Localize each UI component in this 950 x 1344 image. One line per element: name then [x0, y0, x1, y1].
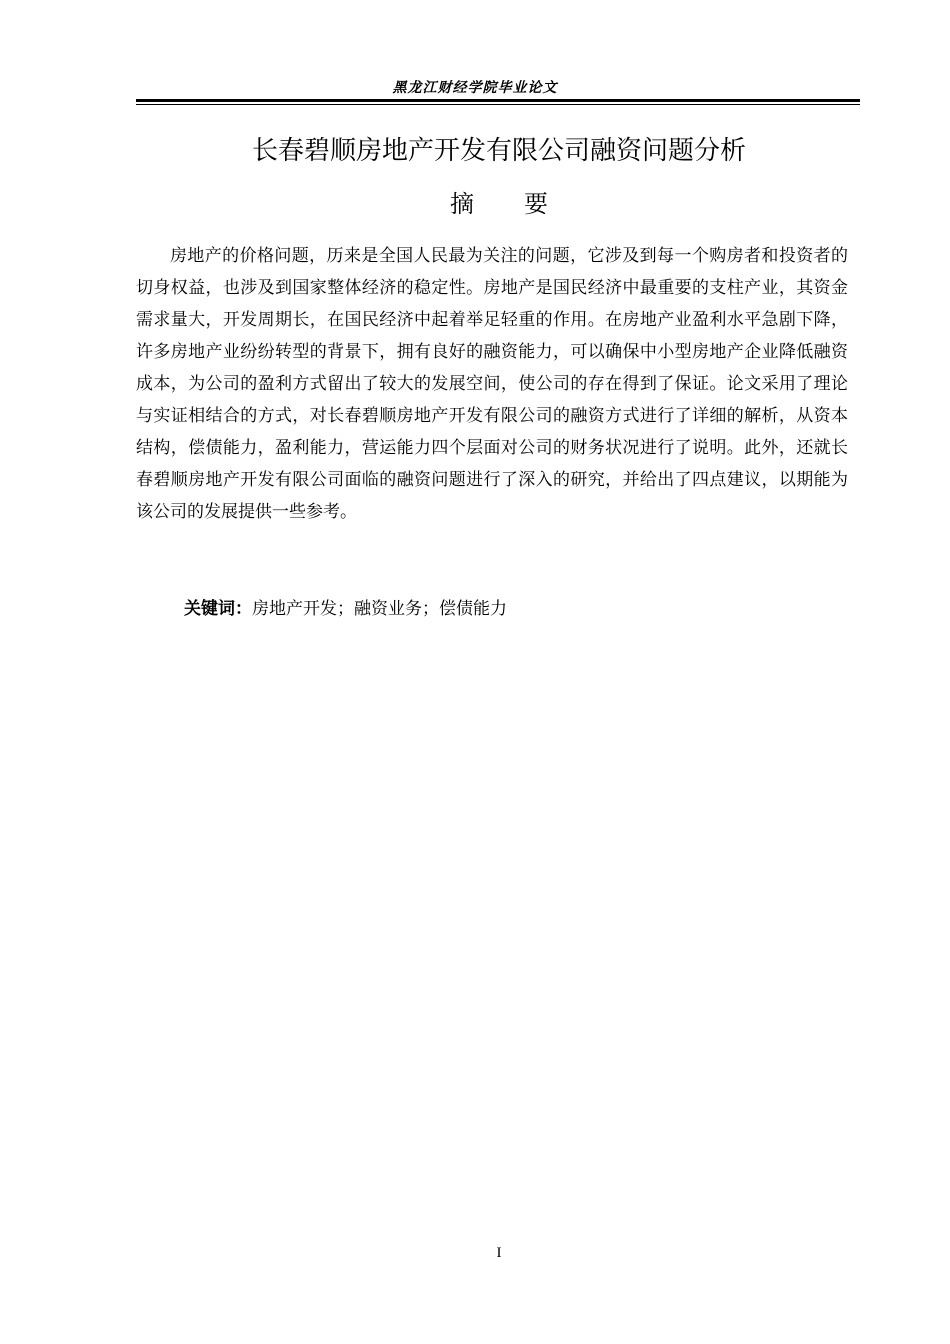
running-header: 黑龙江财经学院毕业论文: [392, 80, 558, 96]
abstract-heading: 摘要: [450, 190, 598, 218]
page-number: I: [496, 1245, 502, 1261]
keywords-line: [184, 595, 507, 623]
abstract-body: 房地产的价格问题，历来是全国人民最为关注的问题，它涉及到每一个购房者和投资者的切身权益，也涉及到国家整体经济的稳定性。房地产是国民经济中最重要的支柱产业，其资金需求量大，开发周期长，在国民经济中起着举足轻重的作用。在房地产业盈利水平急剧下降，许多房地产业纷纷转型的背景下，拥有良好的融资能力，可以确保中小型房地产企业降低融资成本，为公司的盈利方式留出了较大的发展空间，使公司的存在得到了保证。论文采用了理论与实证相结合的方式，对长春碧顺房地产开发有限公司的融资方式进行了详细的解析，从资本结构，偿债能力，盈利能力，营运能力四个层面对公司的财务状况进行了说明。此外，还就长春碧顺房地产开发有限公司面临的融资问题进行了深入的研究，并给出了四点建议，以期能为该公司的发展提供一些参考。: [136, 246, 848, 522]
header-rule-thin: [136, 104, 860, 105]
paper-title: 长春碧顺房地产开发有限公司融资问题分析: [251, 136, 746, 166]
keywords-label: 关键词：: [184, 599, 252, 619]
header-rule-thick: [136, 99, 860, 102]
keywords-value: 房地产开发；融资业务；偿债能力: [252, 599, 507, 619]
